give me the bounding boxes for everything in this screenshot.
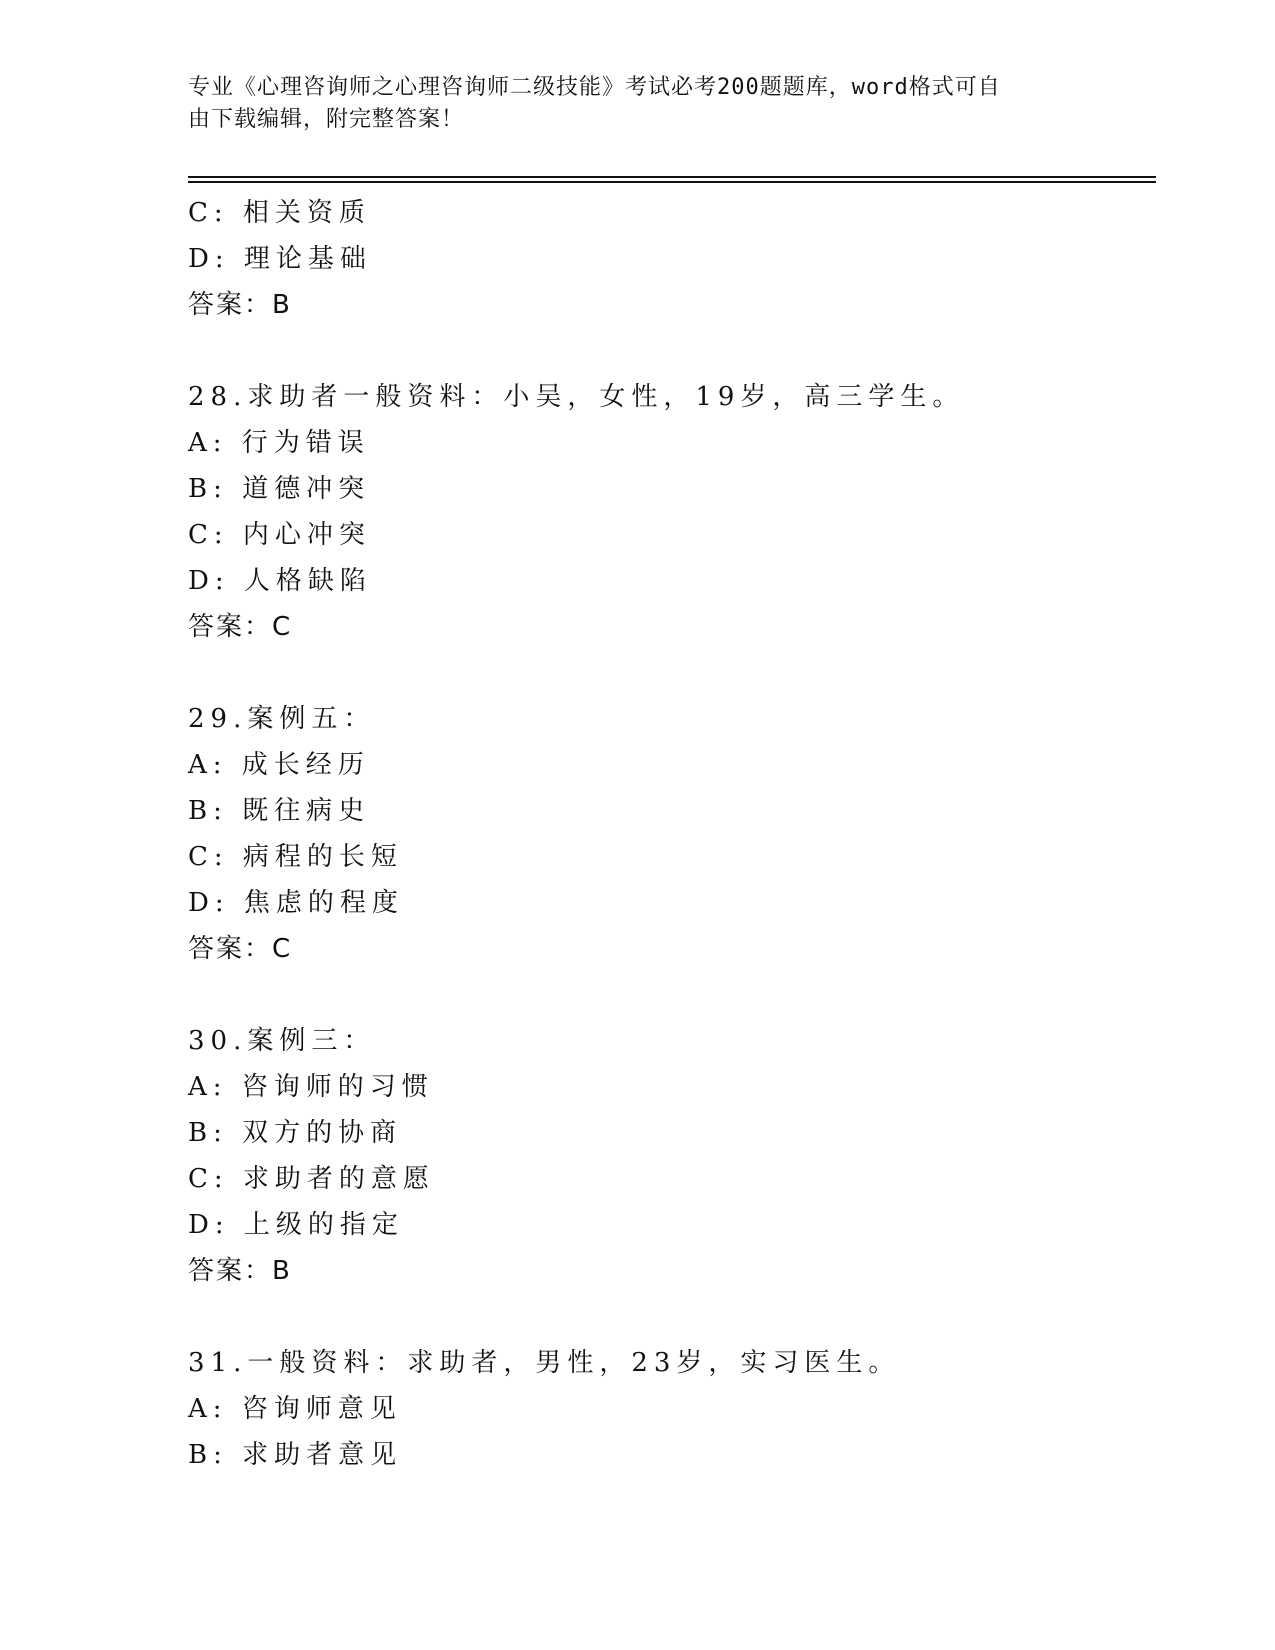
option-item: D: 人格缺陷: [188, 566, 372, 596]
question-30: [188, 1018, 1156, 1294]
header-line-1: 专业《心理咨询师之心理咨询师二级技能》考试必考200题题库，word格式可自: [188, 75, 1001, 100]
header-rule-top: [188, 176, 1156, 178]
question-31: [188, 1340, 1156, 1478]
option-item: C: 相关资质: [188, 198, 371, 228]
option-item: D: 理论基础: [188, 244, 372, 274]
option-item: B: 求助者意见: [188, 1440, 403, 1470]
question-stem: 29.案例五：: [188, 704, 376, 734]
option-item: C: 病程的长短: [188, 842, 403, 872]
option-item: D: 上级的指定: [188, 1210, 404, 1240]
answer-line: 答案：C: [188, 934, 293, 964]
option-item: D: 焦虑的程度: [188, 888, 404, 918]
carryover-block: [188, 190, 1156, 328]
option-item: B: 既往病史: [188, 796, 371, 826]
answer-line: 答案：B: [188, 290, 292, 320]
question-stem: 31.一般资料：求助者，男性，23岁，实习医生。: [188, 1348, 901, 1378]
option-item: B: 道德冲突: [188, 474, 371, 504]
option-item: A: 咨询师意见: [188, 1394, 402, 1424]
option-item: A: 成长经历: [188, 750, 370, 780]
answer-line: 答案：C: [188, 612, 293, 642]
question-list: [188, 190, 1156, 1478]
option-item: C: 求助者的意愿: [188, 1164, 435, 1194]
option-item: A: 行为错误: [188, 428, 370, 458]
question-28: [188, 374, 1156, 650]
header-rule-bottom: [188, 181, 1156, 183]
question-29: [188, 696, 1156, 972]
option-item: A: 咨询师的习惯: [188, 1072, 434, 1102]
option-item: C: 内心冲突: [188, 520, 371, 550]
document-header: [188, 72, 1068, 136]
answer-line: 答案：B: [188, 1256, 292, 1286]
question-stem: 30.案例三：: [188, 1026, 376, 1056]
question-stem: 28.求助者一般资料：小吴，女性，19岁，高三学生。: [188, 382, 965, 412]
header-line-2: 由下载编辑，附完整答案！: [188, 107, 465, 132]
option-item: B: 双方的协商: [188, 1118, 403, 1148]
